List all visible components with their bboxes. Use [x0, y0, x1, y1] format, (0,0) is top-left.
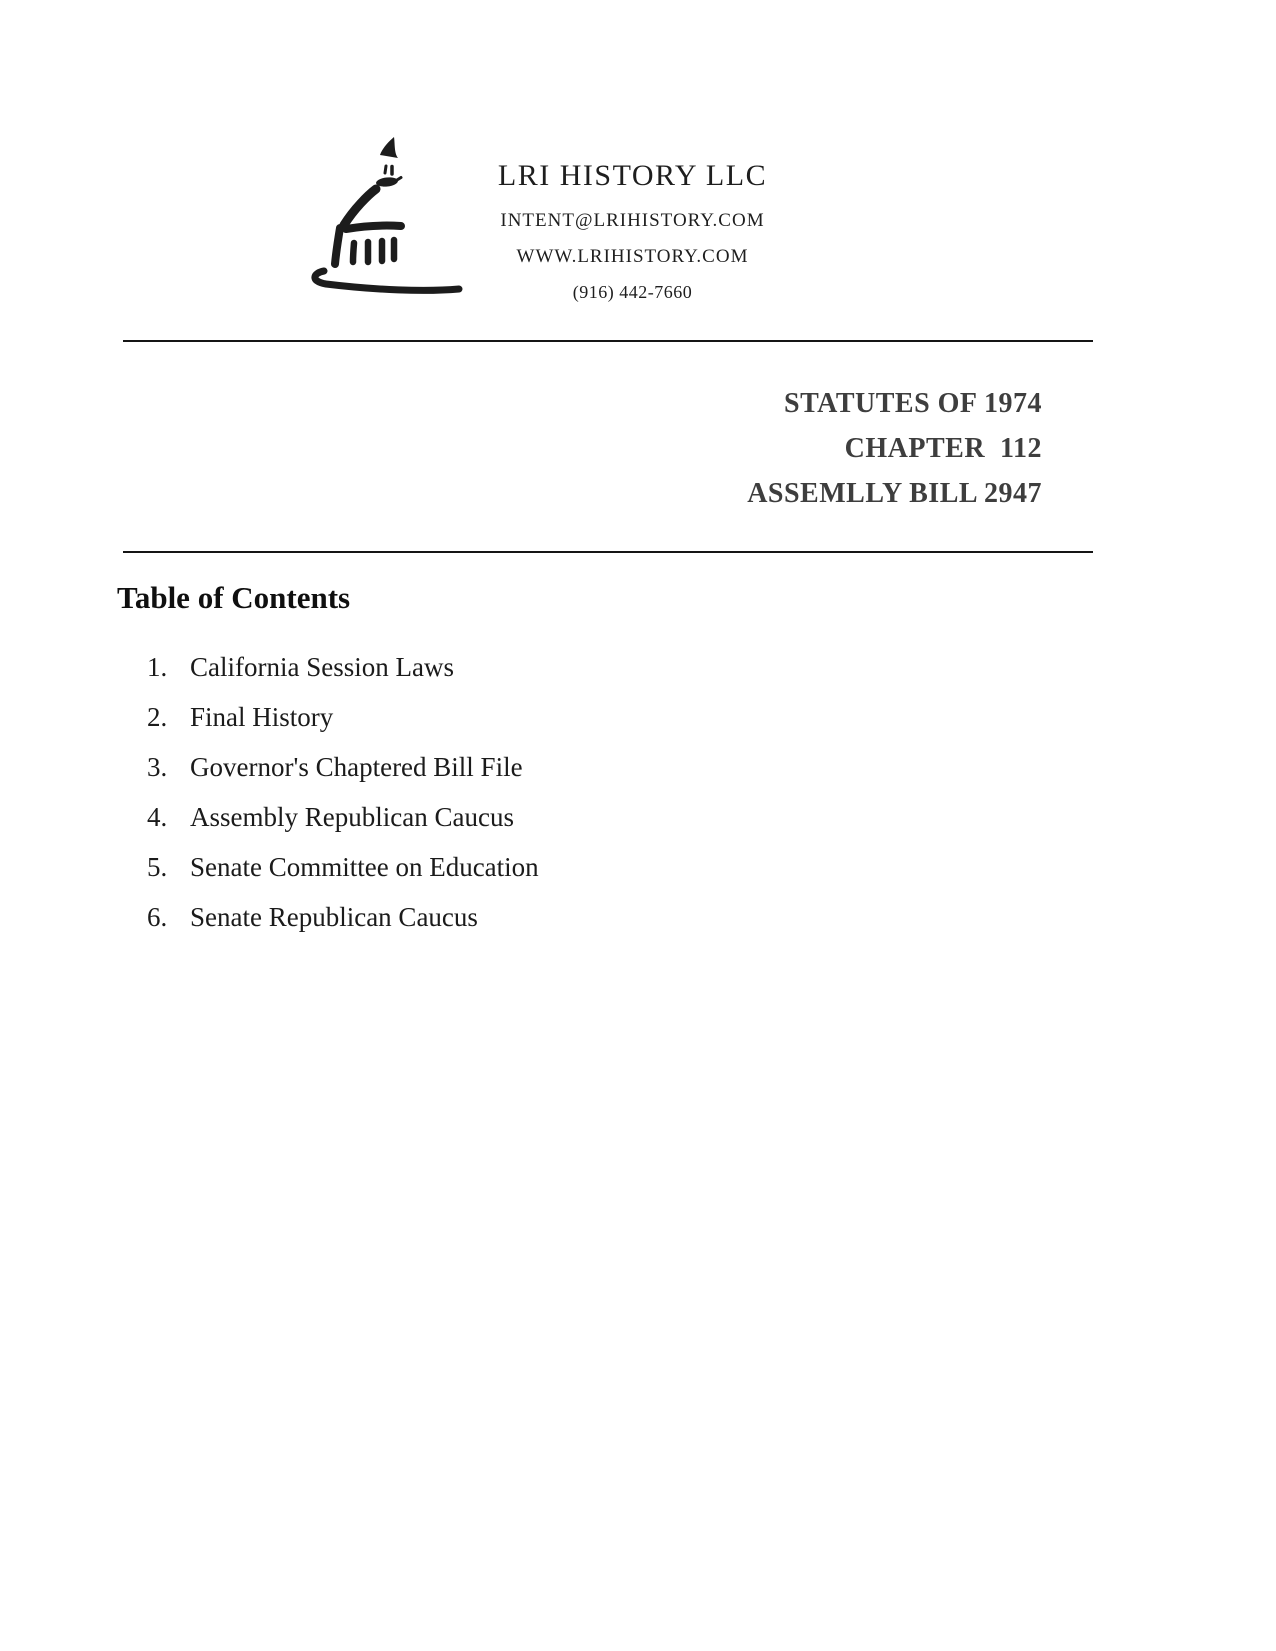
- capitol-dome-icon: [290, 125, 470, 305]
- title-block: [123, 381, 1042, 516]
- company-email: INTENT@LRIHISTORY.COM: [500, 210, 765, 231]
- chapter-line: CHAPTER 112: [844, 433, 1042, 464]
- company-name: LRI HISTORY LLC: [497, 159, 768, 192]
- letterhead: [455, 158, 810, 308]
- toc-item-number: 6.: [147, 901, 168, 932]
- toc-item-label: Senate Republican Caucus: [190, 901, 478, 932]
- toc-item: [147, 892, 539, 942]
- toc-item: [147, 792, 539, 842]
- statutes-line: STATUTES OF 1974: [784, 388, 1042, 419]
- toc-item-number: 3.: [147, 751, 168, 782]
- toc-item-number: 4.: [147, 801, 168, 832]
- toc-item-number: 5.: [147, 851, 168, 882]
- toc-heading: Table of Contents: [117, 580, 351, 615]
- toc-item: [147, 692, 539, 742]
- toc-item-label: Senate Committee on Education: [190, 851, 539, 882]
- toc-list: [147, 642, 539, 942]
- toc-item: [147, 842, 539, 892]
- toc-item-number: 2.: [147, 701, 168, 732]
- divider-bottom: [123, 551, 1093, 553]
- toc-item-number: 1.: [147, 651, 168, 682]
- toc-item: [147, 742, 539, 792]
- company-website: WWW.LRIHISTORY.COM: [516, 246, 749, 267]
- company-phone: (916) 442-7660: [572, 282, 693, 302]
- toc-item-label: California Session Laws: [190, 651, 454, 682]
- toc-item: [147, 642, 539, 692]
- toc-item-label: Final History: [190, 701, 334, 732]
- toc-item-label: Assembly Republican Caucus: [190, 801, 514, 832]
- divider-top: [123, 340, 1093, 342]
- toc-item-label: Governor's Chaptered Bill File: [190, 751, 523, 782]
- bill-line: ASSEMLLY BILL 2947: [747, 478, 1042, 509]
